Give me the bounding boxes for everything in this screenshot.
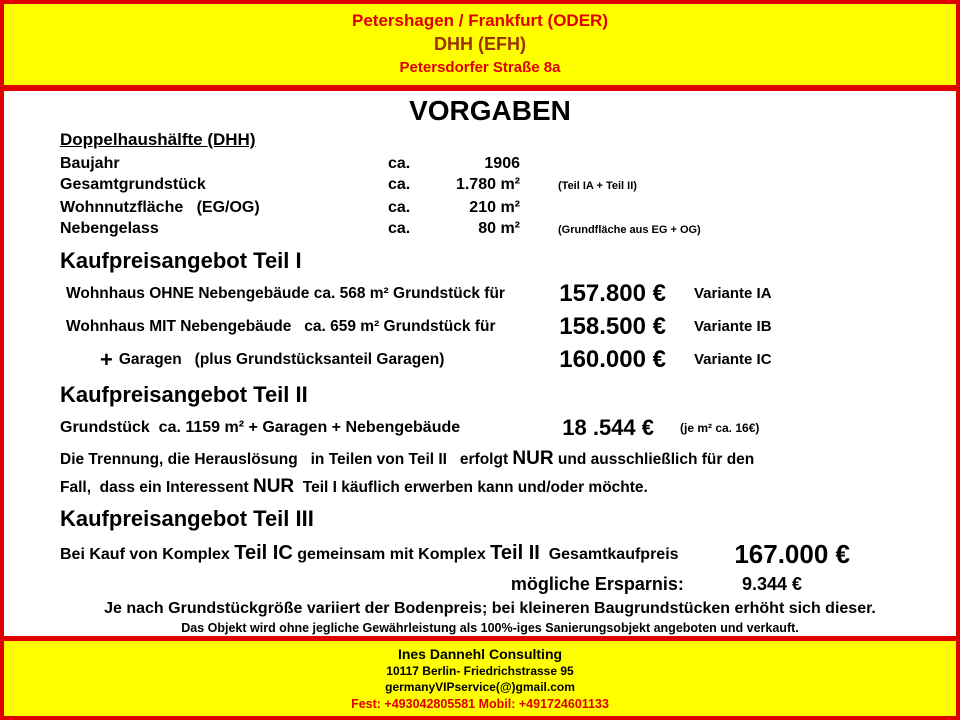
offer-variant: Variante IB <box>694 318 772 335</box>
spec-ca: ca. <box>388 155 411 172</box>
clause-text: Fall, dass ein Interessent <box>60 479 253 496</box>
spec-note: (Grundfläche aus EG + OG) <box>558 224 701 236</box>
section-heading-teil1: Kaufpreisangebot Teil I <box>60 248 302 273</box>
spec-value: 1906 <box>484 155 520 172</box>
savings-value: 9.344 € <box>741 574 802 594</box>
clause-emphasis-nur: NUR <box>512 448 554 469</box>
spec-value: 210 m² <box>469 199 520 216</box>
teil3-text: Bei Kauf von Komplex <box>60 546 235 563</box>
footer-banner <box>4 641 956 716</box>
offer-price: 167.000 € <box>734 539 850 569</box>
offer-text: Grundstück ca. 1159 m² + Garagen + Nebengebäude <box>60 419 461 436</box>
offer-price: 18 .544 € <box>562 415 654 440</box>
clause-line-2 <box>60 475 920 499</box>
offer-row-variante-ic <box>60 345 920 375</box>
spec-row-baujahr <box>60 153 920 174</box>
footer-company: Ines Dannehl Consulting <box>397 646 563 662</box>
footer-email: germanyVIPservice(@)gmail.com <box>385 680 575 694</box>
spec-label: Wohnnutzfläche (EG/OG) <box>60 199 260 216</box>
clause-line-1 <box>60 447 920 471</box>
content-area <box>4 91 956 636</box>
offer-text <box>60 537 734 571</box>
offer-variant: Variante IA <box>694 285 772 302</box>
offer-text: Garagen (plus Grundstücksanteil Garagen) <box>118 351 445 368</box>
offer-note: (je m² ca. 16€) <box>680 421 760 435</box>
offer-text: Wohnhaus MIT Nebengebäude ca. 659 m² Grundstück für <box>66 318 496 335</box>
header-property-type: DHH (EFH) <box>434 34 526 54</box>
offer-price: 158.500 € <box>559 313 666 340</box>
offer-row-teil3 <box>60 537 920 571</box>
spec-label: Nebengelass <box>60 220 159 237</box>
offer-row-variante-ia <box>60 279 920 309</box>
offer-price: 160.000 € <box>559 346 666 373</box>
savings-label: mögliche Ersparnis: <box>510 574 684 594</box>
plus-sign: + <box>100 347 113 372</box>
offer-row-variante-ib <box>60 312 920 342</box>
teil3-emphasis-teil-ii: Teil II <box>490 542 540 564</box>
spec-ca: ca. <box>388 199 411 216</box>
section-heading-teil2: Kaufpreisangebot Teil II <box>60 382 308 407</box>
header-banner <box>4 4 956 85</box>
section-heading-teil3: Kaufpreisangebot Teil III <box>60 506 314 531</box>
bodenpreis-note: Je nach Grundstückgröße variiert der Bodenpreis; bei kleineren Baugrundstücken erhöht sich dieser. <box>104 600 876 617</box>
offer-variant: Variante IC <box>694 351 772 368</box>
page-title: VORGABEN <box>409 95 571 126</box>
spec-ca: ca. <box>388 176 411 193</box>
offer-row-teil2 <box>60 413 920 443</box>
header-street-address: Petersdorfer Straße 8a <box>399 59 561 76</box>
specs-heading: Doppelhaushälfte (DHH) <box>60 130 256 149</box>
spec-row-nebengelass <box>60 218 920 241</box>
savings-row <box>60 573 920 596</box>
header-location: Petershagen / Frankfurt (ODER) <box>352 11 608 30</box>
spec-value: 1.780 m² <box>455 176 520 193</box>
offer-price: 157.800 € <box>559 280 666 307</box>
spec-row-gesamtgrundstueck <box>60 174 920 197</box>
clause-text: Die Trennung, die Herauslösung in Teilen von Teil II erfolgt <box>60 451 513 468</box>
spec-label: Baujahr <box>60 155 120 172</box>
clause-text: Teil I käuflich erwerben kann und/oder möchte. <box>294 479 648 496</box>
spec-note: (Teil IA + Teil II) <box>558 180 637 192</box>
clause-text: und ausschließlich für den <box>553 451 755 468</box>
teil3-text: Gesamtkaufpreis <box>539 546 679 563</box>
teil3-text: gemeinsam mit Komplex <box>292 546 491 563</box>
footer-phone: Fest: +493042805581 Mobil: +491724601133 <box>351 697 609 711</box>
spec-ca: ca. <box>388 220 411 237</box>
spec-label: Gesamtgrundstück <box>60 176 206 193</box>
clause-emphasis-nur: NUR <box>252 476 295 497</box>
teil3-emphasis-teil-ic: Teil IC <box>234 542 293 564</box>
spec-value: 80 m² <box>478 220 520 237</box>
footer-address: 10117 Berlin- Friedrichstrasse 95 <box>386 664 574 678</box>
disclaimer-note: Das Objekt wird ohne jegliche Gewährleistung als 100%-iges Sanierungsobjekt angeboten und verkauft. <box>181 621 799 635</box>
offer-text: Wohnhaus OHNE Nebengebäude ca. 568 m² Grundstück für <box>66 285 505 302</box>
spec-row-wohnnutzflaeche <box>60 197 920 218</box>
